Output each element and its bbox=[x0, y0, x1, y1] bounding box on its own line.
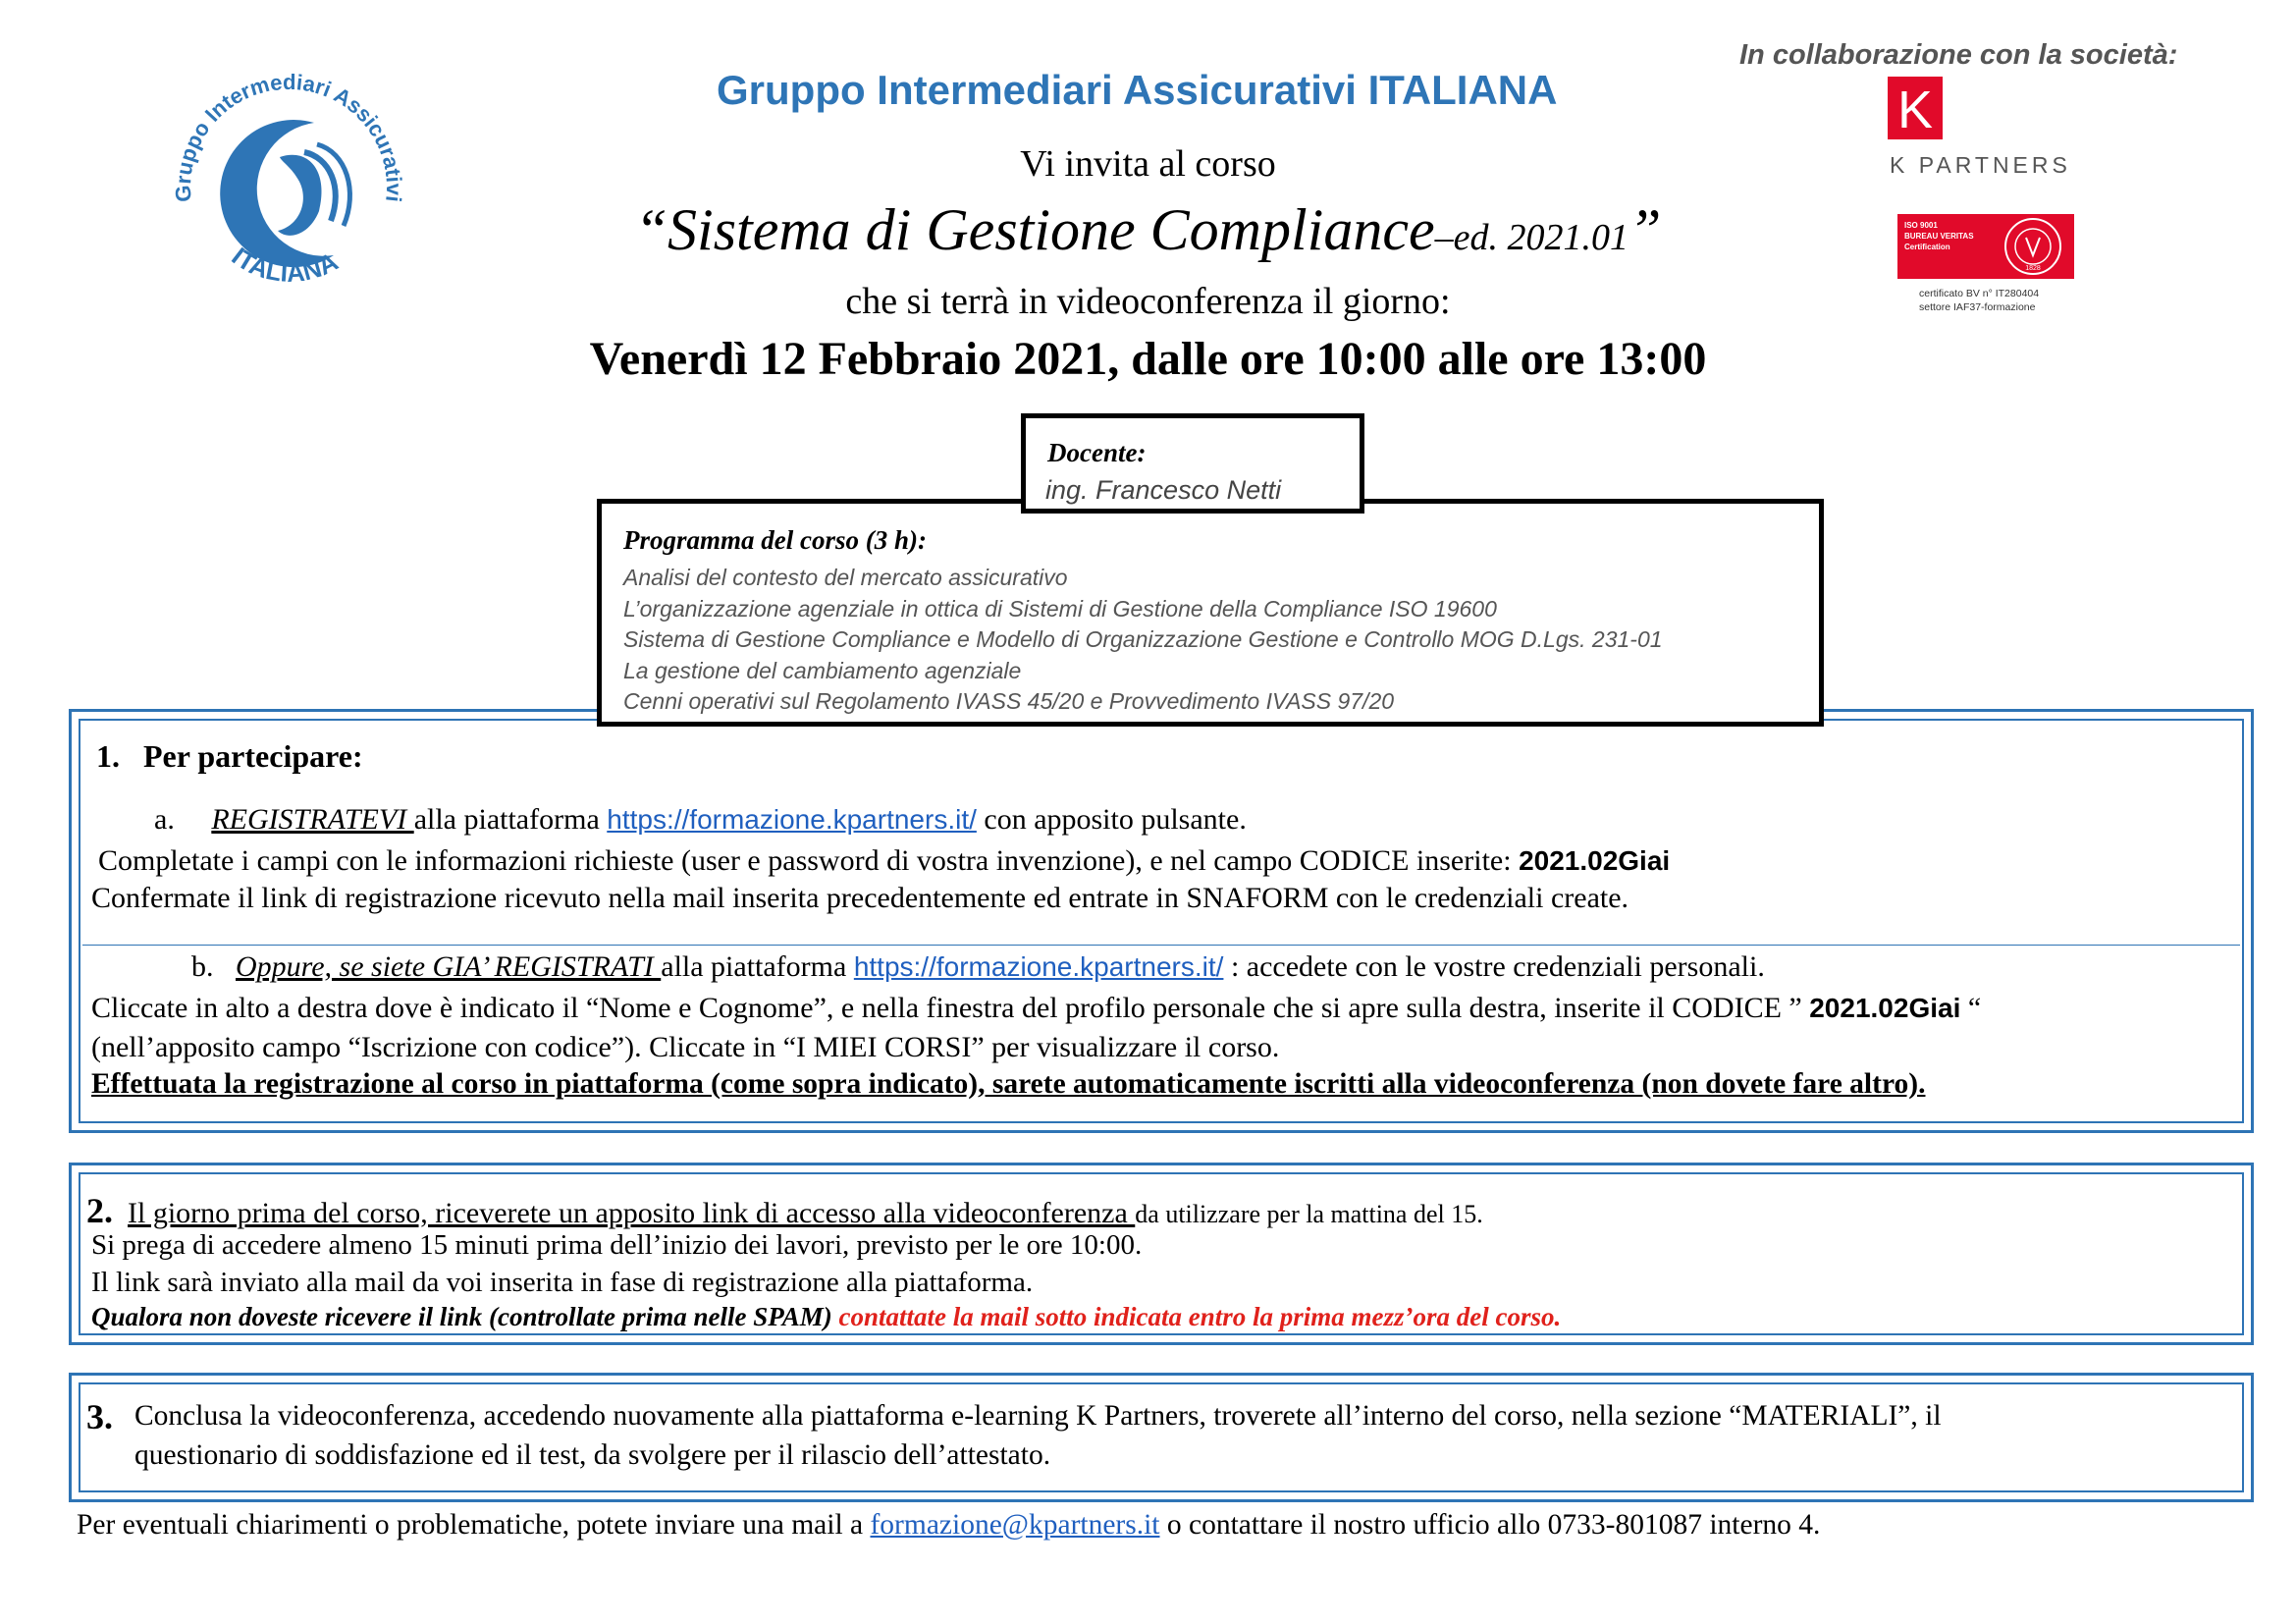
section-2-contact-note: contattate la mail sotto indicata entro la prima mezz’ora del corso. bbox=[838, 1302, 1562, 1331]
section-1-divider bbox=[82, 945, 2240, 946]
platform-url-link-2[interactable]: https://formazione.kpartners.it/ bbox=[853, 951, 1224, 982]
section-1b-line-1 bbox=[191, 950, 1765, 984]
bureau-veritas-seal-icon bbox=[2002, 216, 2063, 277]
section-1b-quote-end: “ bbox=[1960, 992, 1982, 1024]
programma-title: Programma del corso (3 h): bbox=[623, 525, 927, 555]
section-1a-marker: a. bbox=[154, 803, 175, 836]
footer-text: Per eventuali chiarimenti o problematiche, potete inviare una mail a bbox=[77, 1509, 871, 1541]
footer bbox=[77, 1509, 1820, 1542]
section-2-line-3: Il link sarà inviato alla mail da voi inserita in fase di registrazione alla piattaforma. bbox=[91, 1267, 1034, 1298]
footer-text-end: o contattare il nostro ufficio allo 0733-801087 interno 4. bbox=[1159, 1509, 1821, 1541]
course-code-2: 2021.02Giai bbox=[1809, 993, 1961, 1023]
section-2-line-1 bbox=[86, 1190, 1483, 1231]
bv-line: ISO 9001 bbox=[1904, 221, 1938, 230]
contact-email-link[interactable]: formazione@kpartners.it bbox=[870, 1509, 1160, 1541]
section-2-number: 2. bbox=[86, 1191, 113, 1230]
section-1b-line-3: (nell’apposito campo “Iscrizione con codice”). Cliccate in “I MIEI CORSI” per visualizzare il corso. bbox=[91, 1031, 1280, 1063]
section-2-line-2: Si prega di accedere almeno 15 minuti prima dell’inizio dei lavori, previsto per le ore 10:00. bbox=[91, 1229, 1143, 1261]
when-intro: che si terrà in videoconferenza il giorno: bbox=[845, 281, 1451, 322]
docente-name: ing. Francesco Netti bbox=[1045, 475, 1282, 505]
kpartners-logo-letter: K bbox=[1896, 81, 1934, 139]
section-2-spam-note: Qualora non doveste ricevere il link (controllate prima nelle SPAM) bbox=[91, 1302, 839, 1331]
section-3-number: 3. bbox=[86, 1397, 113, 1436]
section-1b-marker: b. bbox=[191, 950, 214, 983]
course-code: 2021.02Giai bbox=[1519, 845, 1671, 876]
bv-seal-year: 1828 bbox=[2025, 265, 2041, 272]
logo-ring-text-bottom: ITALIANA bbox=[226, 241, 343, 289]
section-2-underlined: Il giorno prima del corso, riceverete un apposito link di accesso alla videoconferenza bbox=[128, 1197, 1136, 1229]
section-1a-line-2 bbox=[98, 844, 1670, 878]
bureau-veritas-text bbox=[1904, 220, 1974, 252]
logo-ring-text-top: Gruppo Intermediari Assicurativi bbox=[170, 69, 407, 203]
bv-line: BUREAU VERITAS bbox=[1904, 232, 1974, 241]
section-1-number: 1. bbox=[96, 738, 120, 774]
register-link[interactable]: REGISTRATEVI bbox=[211, 803, 414, 836]
course-edition: –ed. 2021.01 bbox=[1434, 217, 1629, 258]
section-3-line-1: Conclusa la videoconferenza, accedendo nuovamente alla piattaforma e-learning K Partners, troverete all’interno del corso, nella sezione “MATERIALI”, il bbox=[134, 1400, 1942, 1432]
section-3-inner-frame bbox=[79, 1382, 2244, 1492]
section-1b-text: alla piattaforma bbox=[661, 950, 854, 983]
invite-text: Vi invita al corso bbox=[1020, 143, 1276, 185]
programma-list bbox=[623, 563, 1663, 718]
section-1-title: Per partecipare: bbox=[143, 738, 363, 774]
certificate-line: settore IAF37-formazione bbox=[1919, 301, 2036, 313]
docente-box bbox=[1021, 413, 1364, 514]
course-title-text: Sistema di Gestione Compliance bbox=[667, 197, 1435, 262]
course-title-open-quote: “ bbox=[634, 197, 668, 262]
docente-label: Docente: bbox=[1047, 438, 1147, 467]
course-date-time: Venerdì 12 Febbraio 2021, dalle ore 10:00 alle ore 13:00 bbox=[589, 333, 1707, 385]
section-1b-line-4: Effettuata la registrazione al corso in piattaforma (come sopra indicato), sarete automaticamente iscritti alla videoconferenza (non dovete fare altro). bbox=[91, 1068, 1926, 1100]
certificate-info bbox=[1919, 287, 2039, 314]
section-1a-instructions: Completate i campi con le informazioni richieste (user e password di vostra invenzione), e nel campo CODICE inserite: bbox=[98, 844, 1520, 877]
bv-line: Certification bbox=[1904, 243, 1950, 251]
programma-item: Analisi del contesto del mercato assicurativo bbox=[623, 565, 1068, 590]
programma-item: Sistema di Gestione Compliance e Modello di Organizzazione Gestione e Controllo MOG D.Lgs. 231-01 bbox=[623, 626, 1663, 652]
section-2-line-4 bbox=[91, 1302, 1561, 1332]
programma-item: La gestione del cambiamento agenziale bbox=[623, 657, 1022, 683]
section-1a-line-3: Confermate il link di registrazione ricevuto nella mail inserita precedentemente ed entrate in SNAFORM con le credenziali create. bbox=[91, 882, 1629, 914]
section-1a-text-end: con apposito pulsante. bbox=[976, 803, 1247, 836]
org-title: Gruppo Intermediari Assicurativi ITALIANA bbox=[717, 67, 1558, 113]
platform-url-link[interactable]: https://formazione.kpartners.it/ bbox=[607, 804, 977, 835]
certificate-line: certificato BV n° IT280404 bbox=[1919, 288, 2040, 299]
kpartners-logo bbox=[1880, 75, 1949, 143]
course-title-close-quote: ” bbox=[1628, 197, 1662, 262]
section-3-line-2: questionario di soddisfazione ed il test, da svolgere per il rilascio dell’attestato. bbox=[134, 1439, 1051, 1471]
already-registered-label: Oppure, se siete GIA’ REGISTRATI bbox=[236, 950, 662, 983]
programma-item: Cenni operativi sul Regolamento IVASS 45/20 e Provvedimento IVASS 97/20 bbox=[623, 688, 1395, 714]
section-2-line-1-rest: da utilizzare per la mattina del 15. bbox=[1135, 1200, 1483, 1228]
section-1b-text-end: : accedete con le vostre credenziali personali. bbox=[1223, 950, 1765, 983]
kpartners-name: K PARTNERS bbox=[1890, 152, 2071, 178]
collaboration-label: In collaborazione con la società: bbox=[1739, 39, 2178, 71]
section-1-heading bbox=[96, 738, 363, 775]
programma-item: L’organizzazione agenziale in ottica di Sistemi di Gestione della Compliance ISO 19600 bbox=[623, 595, 1497, 622]
section-1a-text: alla piattaforma bbox=[413, 803, 608, 836]
section-1b-line-2 bbox=[91, 992, 1981, 1025]
programma-box bbox=[597, 499, 1824, 727]
section-1a-line-1 bbox=[154, 803, 1247, 837]
section-1b-instructions: Cliccate in alto a destra dove è indicato il “Nome e Cognome”, e nella finestra del profilo personale che si apre sulla destra, inserite il CODICE ” bbox=[91, 992, 1810, 1024]
